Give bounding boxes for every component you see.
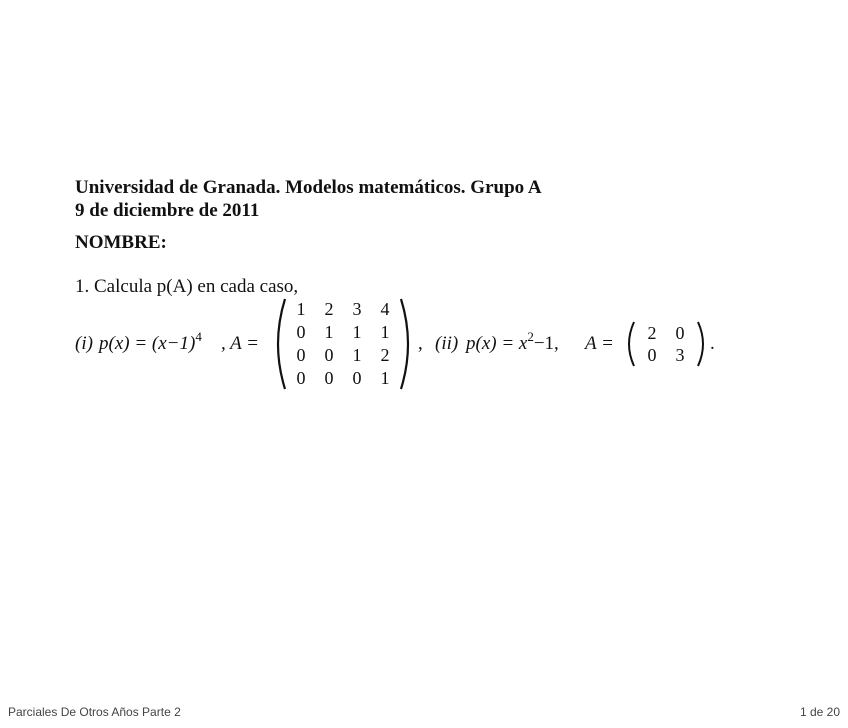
matrix-cell: 2	[380, 345, 390, 365]
matrix-cell: 0	[324, 345, 334, 365]
formula-ii-exponent: 2	[527, 329, 534, 344]
matrix-cell: 1	[324, 322, 334, 342]
formula-ii-poly-text: p(x) = x	[466, 333, 528, 354]
formula-end: .	[710, 333, 715, 354]
formula-ii-poly-tail: −1,	[533, 333, 559, 354]
formula-separator: ,	[418, 333, 423, 354]
formula-row	[75, 296, 775, 392]
formula-ii-label: (ii)	[435, 333, 459, 354]
problem-statement: 1. Calcula p(A) en cada caso,	[75, 276, 299, 297]
matrix-2x2	[624, 320, 708, 368]
matrix-cell: 0	[675, 323, 685, 343]
matrix-cell: 2	[647, 323, 657, 343]
document-title: Universidad de Granada. Modelos matemáticos. Grupo A	[75, 177, 542, 198]
matrix-cell: 1	[380, 322, 390, 342]
formula-ii-polynomial	[466, 329, 559, 355]
formula-i-exponent: 4	[195, 329, 202, 344]
viewer-footer	[0, 700, 848, 728]
matrix-cell: 1	[352, 322, 362, 342]
matrix-4x4	[273, 296, 413, 392]
formula-i-label: (i)	[75, 333, 93, 354]
matrix-cell: 0	[324, 368, 334, 388]
formula-i-matrix-prefix: , A =	[221, 333, 259, 354]
formula-i-poly-text: p(x) = (x−1)	[99, 333, 196, 354]
matrix-cell: 2	[324, 299, 334, 319]
matrix-cell: 4	[380, 299, 390, 319]
matrix-2x2-brackets	[624, 320, 708, 368]
matrix-cell: 1	[352, 345, 362, 365]
matrix-cell: 0	[352, 368, 362, 388]
matrix-cell: 0	[296, 322, 306, 342]
formula-i-polynomial	[99, 329, 202, 355]
page-indicator: 1 de 20	[799, 705, 840, 719]
document-name: Parciales De Otros Años Parte 2	[8, 705, 181, 719]
matrix-cell: 3	[352, 299, 362, 319]
name-label: NOMBRE:	[75, 232, 167, 253]
matrix-cell: 0	[647, 345, 657, 365]
document-date: 9 de diciembre de 2011	[75, 200, 260, 221]
matrix-cell: 1	[380, 368, 390, 388]
matrix-cell: 3	[675, 345, 685, 365]
matrix-cell: 0	[296, 345, 306, 365]
matrix-cell: 1	[296, 299, 306, 319]
formula-ii-matrix-prefix: A =	[585, 333, 614, 354]
matrix-cell: 0	[296, 368, 306, 388]
